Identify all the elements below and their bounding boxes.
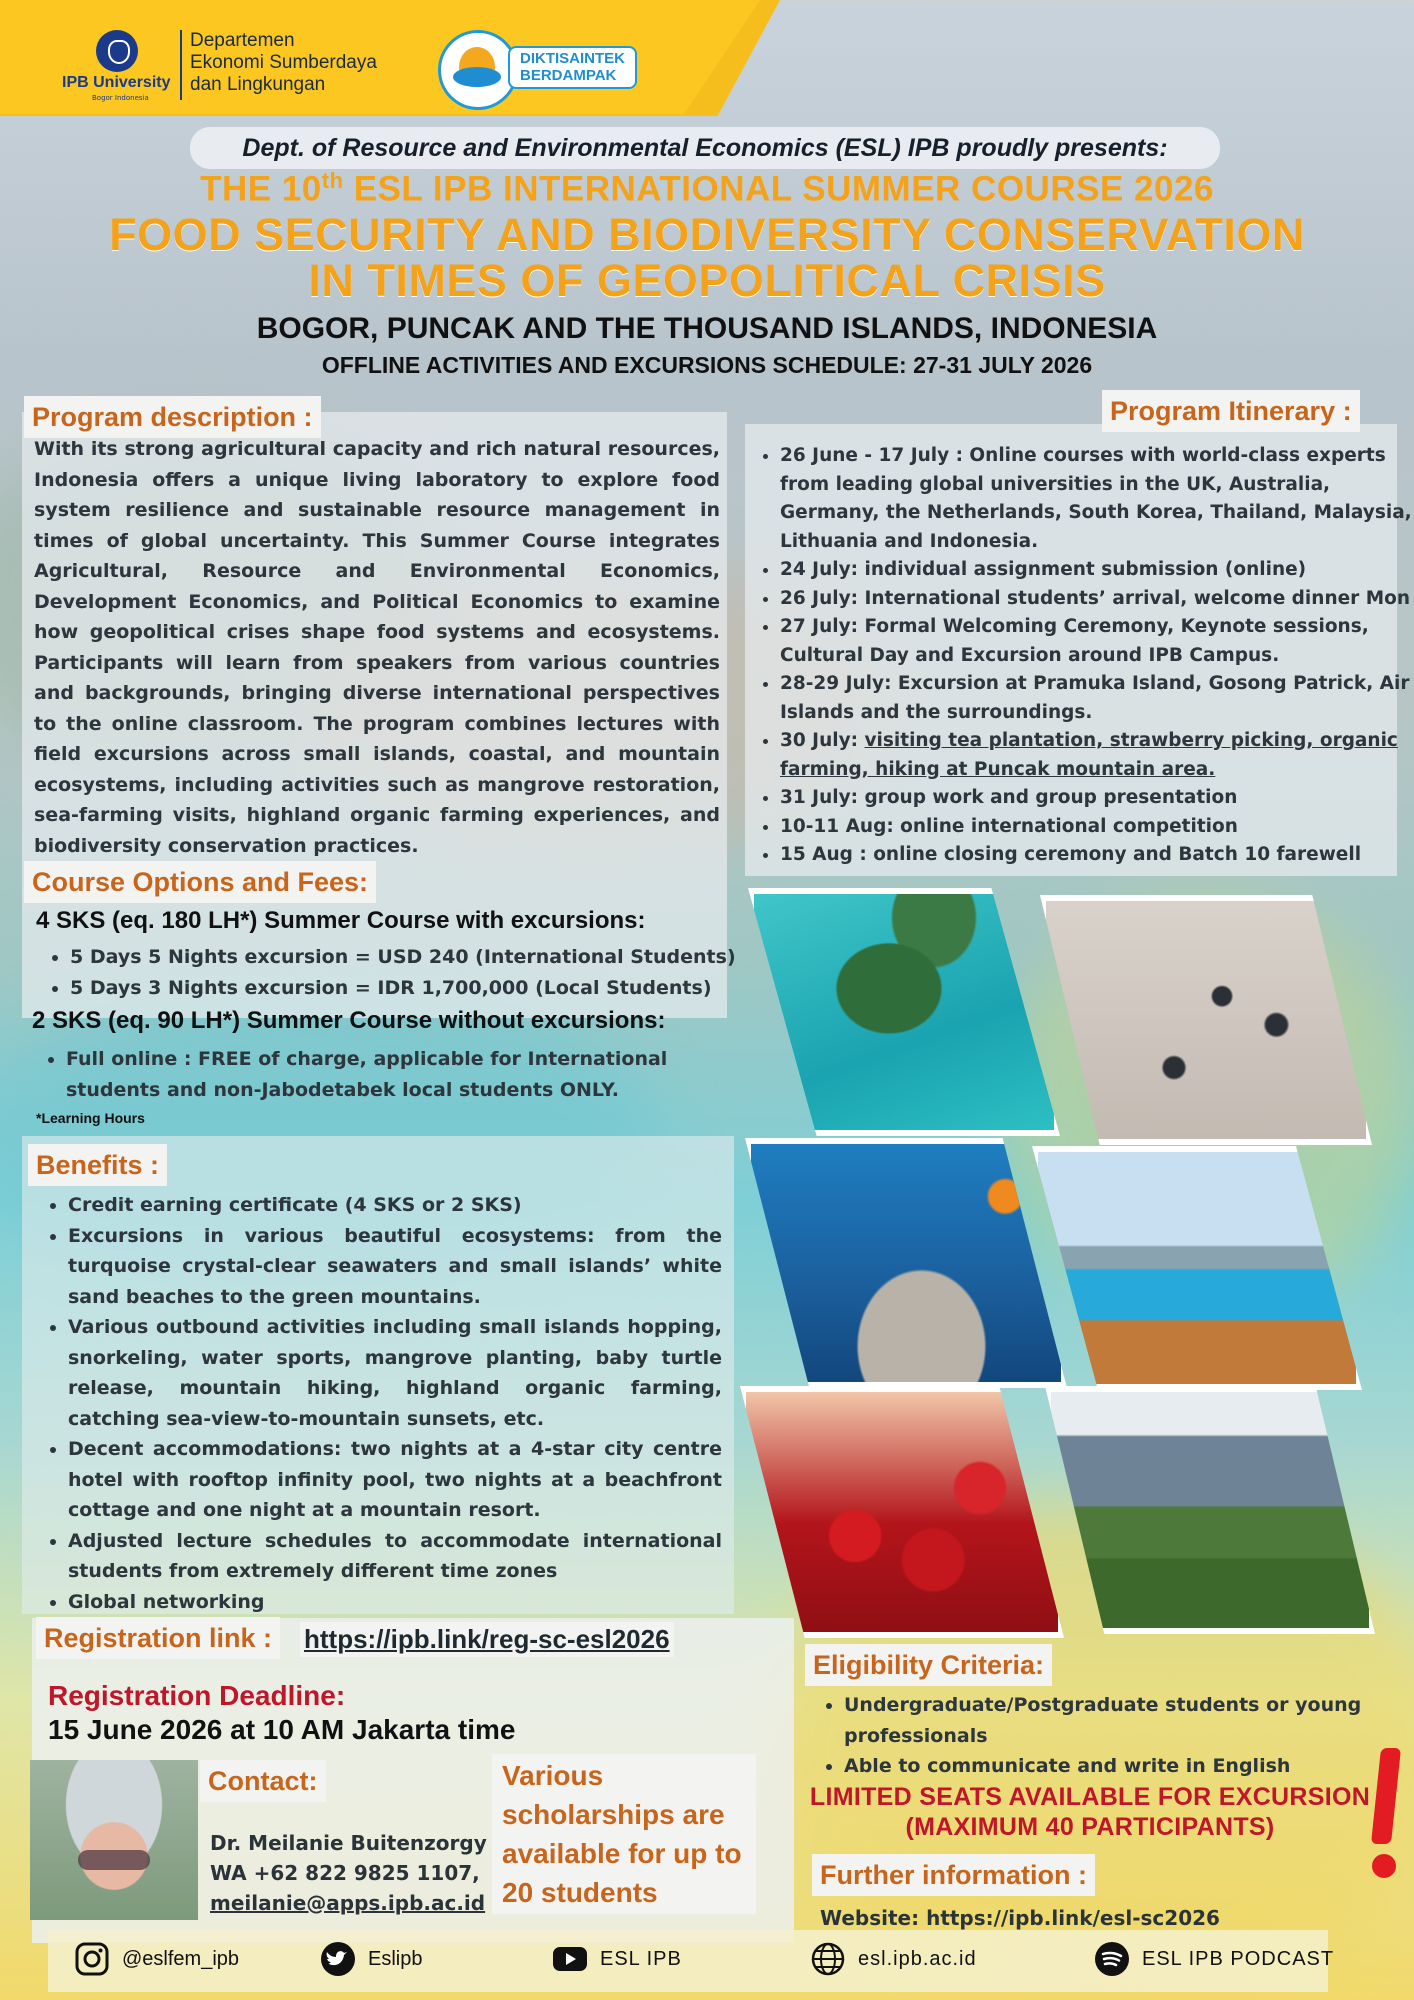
exclamation-icon xyxy=(1370,1748,1400,1882)
deadline-value: 15 June 2026 at 10 AM Jakarta time xyxy=(48,1714,516,1745)
scholarship-note: Various scholarships are available for up to 20 students xyxy=(492,1754,756,1914)
footer-website[interactable] xyxy=(810,1941,977,1977)
itinerary-item: • 26 June - 17 July : Online courses with world-class experts from leading global universities in the UK, Australia, Germany, the Netherlands, South Korea, Thailand, Malaysia, Lithuania and Indonesia. xyxy=(780,442,1414,556)
fees-option1-title: 4 SKS (eq. 180 LH*) Summer Course with excursions: xyxy=(36,907,646,934)
youtube-channel: ESL IPB xyxy=(600,1947,682,1970)
ipb-logo-icon xyxy=(96,30,138,72)
itinerary-item-date: 30 July: xyxy=(780,730,865,751)
limited-line: LIMITED SEATS AVAILABLE FOR EXCURSION xyxy=(809,1783,1371,1811)
diktisaintek-logo-icon xyxy=(438,30,518,110)
program-description-text: With its strong agricultural capacity and rich natural resources, Indonesia offers a unique living laboratory to explore food system resilience and sustainable resource management in times of global uncertainty. This Summer Course integrates Agricultural, Resource and Environmental Economics, Development Economics, and Political Economics to examine how geopolitical crises shape food systems and ecosystems. Participants will learn from speakers from various countries and backgrounds, bringing diverse international perspectives to the online classroom. The program combines lectures with field excursions across small islands, coastal, and mountain ecosystems, including activities such as mangrove restoration, sea-farming visits, highland organic farming experiences, and biodiversity conservation practices. xyxy=(34,438,720,857)
limited-seats-notice xyxy=(790,1782,1390,1842)
itinerary-item: • 26 July: International students’ arrival, welcome dinner Mon xyxy=(780,585,1414,614)
learning-hours-footnote: *Learning Hours xyxy=(36,1110,145,1126)
fees-heading: Course Options and Fees: xyxy=(24,861,376,903)
island-photo xyxy=(748,888,1060,1136)
itinerary-item: • 27 July: Formal Welcoming Ceremony, Keynote sessions, Cultural Day and Excursion around IPB Campus. xyxy=(780,613,1414,670)
program-description-heading: Program description : xyxy=(24,396,321,438)
benefit-item: • Credit earning certificate (4 SKS or 2 SKS) xyxy=(68,1190,722,1221)
fees-option2-title: 2 SKS (eq. 90 LH*) Summer Course without excursions: xyxy=(32,1007,666,1034)
website-domain: esl.ipb.ac.id xyxy=(858,1947,977,1970)
fees-option1-list xyxy=(36,942,770,1003)
itinerary-item: • 28-29 July: Excursion at Pramuka Island, Gosong Patrick, Air Islands and the surroundings. xyxy=(780,670,1414,727)
registration-link-label: Registration link : xyxy=(36,1617,280,1659)
course-schedule: OFFLINE ACTIVITIES AND EXCURSIONS SCHEDULE: 27-31 JULY 2026 xyxy=(321,352,1093,378)
registration-link[interactable]: https://ipb.link/reg-sc-esl2026 xyxy=(300,1622,674,1657)
contact-avatar xyxy=(30,1760,198,1920)
dept-line: dan Lingkungan xyxy=(190,74,326,95)
contact-heading: Contact: xyxy=(200,1760,326,1802)
spotify-icon xyxy=(1094,1941,1130,1977)
globe-icon xyxy=(810,1941,846,1977)
limited-line: (MAXIMUM 40 PARTICIPANTS) xyxy=(905,1813,1275,1841)
diktisaintek-label xyxy=(508,46,637,89)
dikti-line: DIKTISAINTEK xyxy=(520,50,625,67)
twitter-icon xyxy=(320,1941,356,1977)
title-rest: ESL IPB INTERNATIONAL SUMMER COURSE 2026 xyxy=(343,169,1214,209)
eligibility-heading: Eligibility Criteria: xyxy=(805,1644,1052,1686)
logo-divider xyxy=(180,30,182,100)
twitter-handle: Eslipb xyxy=(368,1947,423,1970)
footer-instagram[interactable] xyxy=(74,1941,239,1977)
deadline-label: Registration Deadline: xyxy=(48,1680,346,1711)
podcast-name: ESL IPB PODCAST xyxy=(1142,1947,1335,1970)
course-theme xyxy=(0,209,1414,306)
benefit-item: • Global networking xyxy=(68,1587,722,1618)
ipb-wordmark: IPB University xyxy=(62,74,171,91)
benefit-item: • Decent accommodations: two nights at a 4-star city centre hotel with rooftop infinity pool, two nights at a beachfront cottage and one night at a mountain resort. xyxy=(68,1434,722,1526)
footer-podcast[interactable] xyxy=(1094,1941,1334,1977)
itinerary-list xyxy=(746,442,1414,870)
benefits-heading: Benefits : xyxy=(28,1144,167,1186)
eligibility-item: • Undergraduate/Postgraduate students or young professionals xyxy=(844,1690,1414,1751)
dept-line: Ekonomi Sumberdaya xyxy=(190,52,377,73)
department-name xyxy=(190,30,377,96)
presents-banner: Dept. of Resource and Environmental Economics (ESL) IPB proudly presents: xyxy=(190,127,1220,169)
footer-twitter[interactable] xyxy=(320,1941,422,1977)
contact-name: Dr. Meilanie Buitenzorgy xyxy=(210,1831,487,1855)
fees-option2-list xyxy=(32,1044,706,1105)
itinerary-item: • 31 July: group work and group presentation xyxy=(780,784,1414,813)
contact-whatsapp[interactable]: WA +62 822 9825 1107, xyxy=(210,1861,480,1885)
itinerary-item: • 10-11 Aug: online international competition xyxy=(780,813,1414,842)
benefit-item: • Excursions in various beautiful ecosystems: from the turquoise crystal-clear seawaters and small islands’ white sand beaches to the green mountains. xyxy=(68,1221,722,1313)
itinerary-item: • 24 July: individual assignment submission (online) xyxy=(780,556,1414,585)
further-info-heading: Further information : xyxy=(812,1854,1095,1896)
instagram-handle: @eslfem_ipb xyxy=(122,1947,240,1970)
website-link[interactable]: Website: https://ipb.link/esl-sc2026 xyxy=(820,1906,1220,1930)
footer-youtube[interactable] xyxy=(552,1941,682,1977)
benefit-item: • Various outbound activities including small islands hopping, snorkeling, water sports, mangrove planting, baby turtle release, mountain hiking, highland organic farming, catching sea-view-to-mountain sunsets, etc. xyxy=(68,1312,722,1434)
dikti-line: BERDAMPAK xyxy=(520,67,617,84)
benefits-list xyxy=(34,1190,722,1617)
eligibility-item: • Able to communicate and write in English xyxy=(844,1751,1414,1782)
title-prefix: THE 10 xyxy=(200,169,322,209)
theme-line: IN TIMES OF GEOPOLITICAL CRISIS xyxy=(308,255,1106,306)
itinerary-item-link[interactable]: visiting tea plantation, strawberry picking, organic farming, hiking at Puncak mountain area. xyxy=(780,730,1398,780)
itinerary-item xyxy=(780,727,1414,784)
fee-item: • 5 Days 3 Nights excursion = IDR 1,700,000 (Local Students) xyxy=(70,973,770,1004)
fee-item: • Full online : FREE of charge, applicable for International students and non-Jabodetabek local students ONLY. xyxy=(66,1044,706,1105)
contact-email-link[interactable]: meilanie@apps.ipb.ac.id xyxy=(210,1891,486,1915)
dept-line: Departemen xyxy=(190,30,295,51)
contact-details xyxy=(210,1828,487,1918)
youtube-icon xyxy=(552,1941,588,1977)
theme-line: FOOD SECURITY AND BIODIVERSITY CONSERVATION xyxy=(109,209,1305,260)
benefit-item: • Adjusted lecture schedules to accommodate international students from extremely different time zones xyxy=(68,1526,722,1587)
itinerary-heading: Program Itinerary : xyxy=(1102,390,1360,432)
instagram-icon xyxy=(74,1941,110,1977)
title-sup: th xyxy=(321,168,344,193)
fee-item: • 5 Days 5 Nights excursion = USD 240 (International Students) xyxy=(70,942,770,973)
itinerary-item: • 15 Aug : online closing ceremony and Batch 10 farewell xyxy=(780,841,1414,870)
strawberry-photo xyxy=(740,1386,1064,1638)
course-title xyxy=(0,168,1414,210)
ipb-subtitle: Bogor Indonesia xyxy=(92,94,149,102)
course-location: BOGOR, PUNCAK AND THE THOUSAND ISLANDS, INDONESIA xyxy=(256,312,1158,345)
eligibility-list xyxy=(810,1690,1414,1782)
